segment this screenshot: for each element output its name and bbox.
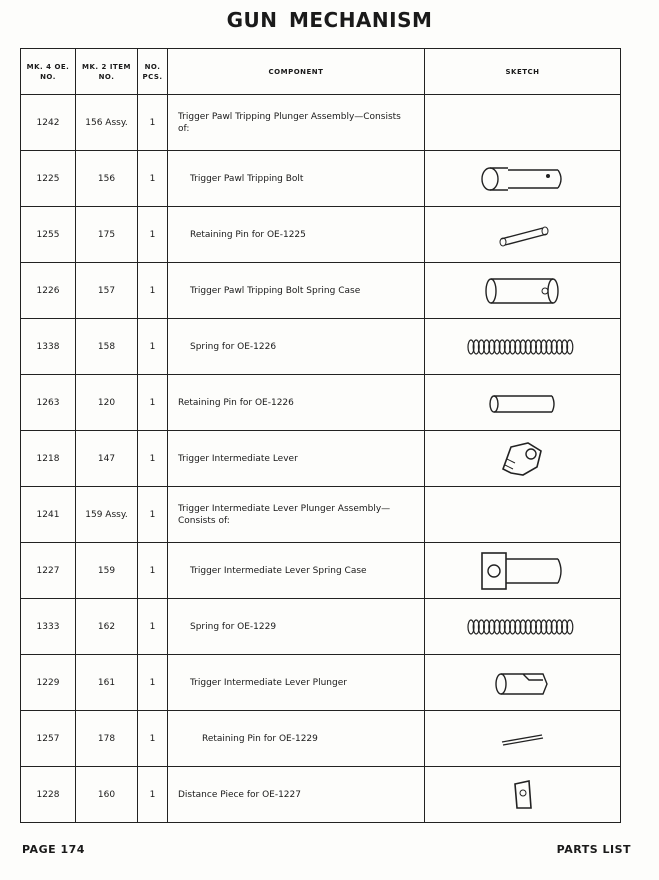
component-name: Trigger Intermediate Lever Plunger Assembly—Consists of: xyxy=(168,487,425,543)
oe-number: 1218 xyxy=(21,431,76,487)
sketch-spring-icon xyxy=(425,319,621,375)
oe-number: 1241 xyxy=(21,487,76,543)
header-oe-no: MK. 4 OE. NO. xyxy=(21,49,76,95)
piece-count: 1 xyxy=(138,319,168,375)
oe-number: 1228 xyxy=(21,767,76,823)
oe-number: 1263 xyxy=(21,375,76,431)
oe-number: 1338 xyxy=(21,319,76,375)
sketch-distance-icon xyxy=(425,767,621,823)
piece-count: 1 xyxy=(138,543,168,599)
component-name: Spring for OE-1229 xyxy=(168,599,425,655)
item-number: 162 xyxy=(76,599,138,655)
component-name: Trigger Intermediate Lever xyxy=(168,431,425,487)
component-name: Retaining Pin for OE-1225 xyxy=(168,207,425,263)
component-name: Trigger Pawl Tripping Plunger Assembly—Consists of: xyxy=(168,95,425,151)
table-row xyxy=(21,151,621,207)
piece-count: 1 xyxy=(138,711,168,767)
sketch-smallpin-icon xyxy=(425,711,621,767)
sketch-lever-icon xyxy=(425,431,621,487)
sketch-blockcase-icon xyxy=(425,543,621,599)
component-name: Trigger Intermediate Lever Spring Case xyxy=(168,543,425,599)
piece-count: 1 xyxy=(138,599,168,655)
section-label: PARTS LIST xyxy=(556,843,631,856)
table-row xyxy=(21,599,621,655)
item-number: 158 xyxy=(76,319,138,375)
sketch-rod-icon xyxy=(425,375,621,431)
item-number: 156 xyxy=(76,151,138,207)
oe-number: 1242 xyxy=(21,95,76,151)
table-header xyxy=(21,49,621,95)
component-name: Spring for OE-1226 xyxy=(168,319,425,375)
table-row xyxy=(21,431,621,487)
table-row xyxy=(21,711,621,767)
piece-count: 1 xyxy=(138,655,168,711)
piece-count: 1 xyxy=(138,207,168,263)
oe-number: 1227 xyxy=(21,543,76,599)
component-name: Trigger Pawl Tripping Bolt xyxy=(168,151,425,207)
table-row xyxy=(21,375,621,431)
sketch-spring-icon xyxy=(425,599,621,655)
parts-table xyxy=(20,48,621,823)
table-row xyxy=(21,319,621,375)
header-item-no: MK. 2 ITEM NO. xyxy=(76,49,138,95)
page-title: GUN MECHANISM xyxy=(226,8,433,32)
item-number: 160 xyxy=(76,767,138,823)
item-number: 178 xyxy=(76,711,138,767)
header-component: COMPONENT xyxy=(168,49,425,95)
item-number: 159 xyxy=(76,543,138,599)
table-row xyxy=(21,655,621,711)
sketch-none-icon xyxy=(425,487,621,543)
header-pcs: NO. PCS. xyxy=(138,49,168,95)
item-number: 161 xyxy=(76,655,138,711)
oe-number: 1229 xyxy=(21,655,76,711)
component-name: Trigger Intermediate Lever Plunger xyxy=(168,655,425,711)
piece-count: 1 xyxy=(138,767,168,823)
piece-count: 1 xyxy=(138,487,168,543)
table-row xyxy=(21,263,621,319)
item-number: 157 xyxy=(76,263,138,319)
table-row xyxy=(21,207,621,263)
piece-count: 1 xyxy=(138,263,168,319)
sketch-pin-icon xyxy=(425,207,621,263)
item-number: 147 xyxy=(76,431,138,487)
item-number: 120 xyxy=(76,375,138,431)
item-number: 156 Assy. xyxy=(76,95,138,151)
table-row xyxy=(21,543,621,599)
sketch-none-icon xyxy=(425,95,621,151)
piece-count: 1 xyxy=(138,95,168,151)
sketch-plunger-icon xyxy=(425,655,621,711)
oe-number: 1257 xyxy=(21,711,76,767)
oe-number: 1255 xyxy=(21,207,76,263)
table-row xyxy=(21,95,621,151)
piece-count: 1 xyxy=(138,431,168,487)
table-row xyxy=(21,487,621,543)
page-number: PAGE 174 xyxy=(22,843,85,856)
piece-count: 1 xyxy=(138,375,168,431)
sketch-bolt-icon xyxy=(425,151,621,207)
oe-number: 1333 xyxy=(21,599,76,655)
component-name: Retaining Pin for OE-1226 xyxy=(168,375,425,431)
sketch-case-icon xyxy=(425,263,621,319)
item-number: 159 Assy. xyxy=(76,487,138,543)
component-name: Trigger Pawl Tripping Bolt Spring Case xyxy=(168,263,425,319)
component-name: Distance Piece for OE-1227 xyxy=(168,767,425,823)
header-sketch: SKETCH xyxy=(425,49,621,95)
oe-number: 1225 xyxy=(21,151,76,207)
piece-count: 1 xyxy=(138,151,168,207)
component-name: Retaining Pin for OE-1229 xyxy=(168,711,425,767)
item-number: 175 xyxy=(76,207,138,263)
table-row xyxy=(21,767,621,823)
oe-number: 1226 xyxy=(21,263,76,319)
